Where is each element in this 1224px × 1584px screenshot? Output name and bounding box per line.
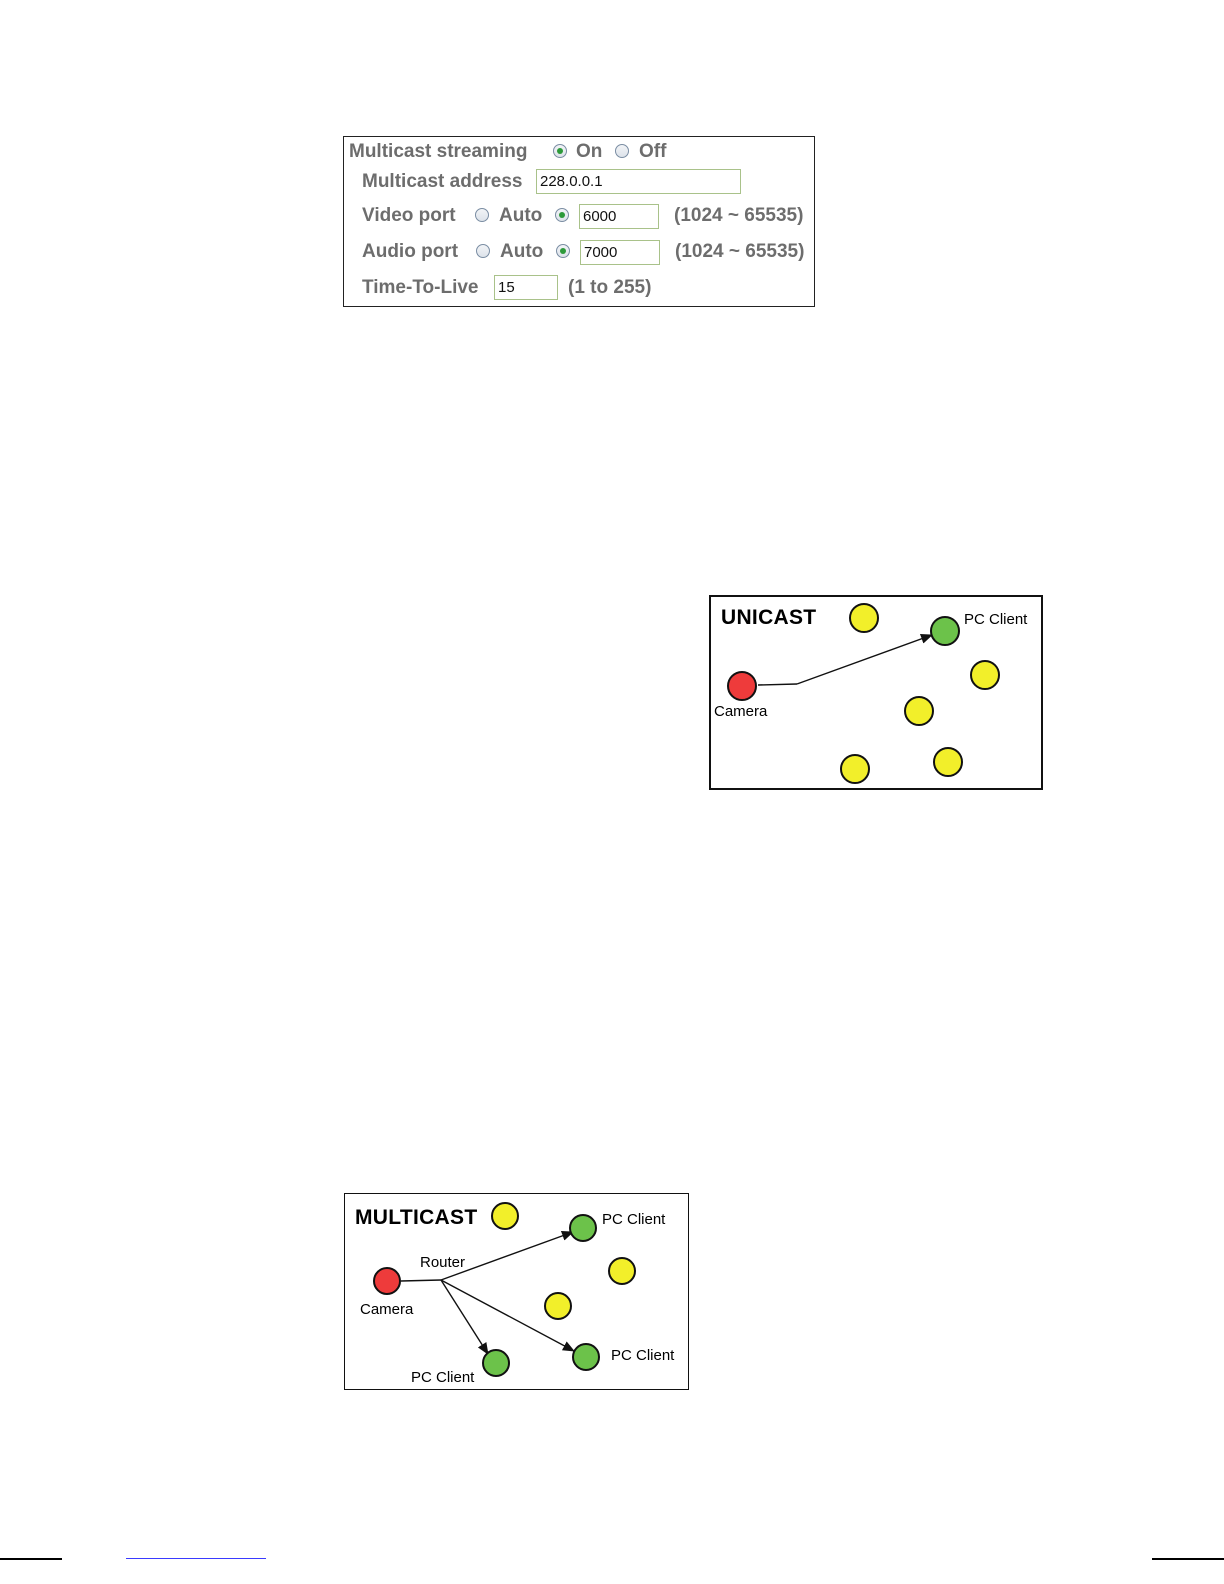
multicast-client-label-3: PC Client <box>411 1369 475 1386</box>
video-port-auto-label: Auto <box>499 205 543 226</box>
multicast-on-radio[interactable] <box>553 144 567 158</box>
multicast-client-label-2: PC Client <box>611 1347 675 1364</box>
unicast-diagram-svg <box>711 597 1041 788</box>
video-port-input[interactable]: 6000 <box>579 204 659 229</box>
footer-rule-left <box>0 1558 62 1560</box>
multicast-client-node-2 <box>573 1344 599 1370</box>
multicast-streaming-label: Multicast streaming <box>349 141 528 162</box>
video-port-label: Video port <box>362 205 456 226</box>
ttl-input[interactable]: 15 <box>494 275 558 300</box>
unicast-client-node <box>931 617 959 645</box>
ttl-label: Time-To-Live <box>362 277 479 298</box>
unicast-camera-label: Camera <box>714 703 768 720</box>
multicast-settings-panel <box>343 136 815 307</box>
unicast-link-client <box>797 635 932 684</box>
unicast-diagram <box>709 595 1043 790</box>
multicast-link-client-3 <box>441 1280 488 1354</box>
multicast-diagram-svg <box>345 1194 687 1388</box>
audio-port-auto-radio[interactable] <box>476 244 490 258</box>
ttl-range: (1 to 255) <box>568 277 652 298</box>
multicast-title: MULTICAST <box>355 1206 478 1229</box>
audio-port-range: (1024 ~ 65535) <box>675 241 805 262</box>
footer-rule-right <box>1152 1558 1224 1560</box>
multicast-camera-node <box>374 1268 400 1294</box>
unicast-title: UNICAST <box>721 606 817 629</box>
audio-port-input[interactable]: 7000 <box>580 240 660 265</box>
unicast-link-camera <box>758 684 797 685</box>
multicast-idle-node <box>609 1258 635 1284</box>
multicast-camera-label: Camera <box>360 1301 414 1318</box>
multicast-router-label: Router <box>420 1254 466 1271</box>
multicast-off-label: Off <box>639 141 667 162</box>
video-port-auto-radio[interactable] <box>475 208 489 222</box>
footer-link-underline[interactable] <box>126 1558 266 1559</box>
multicast-client-node-1 <box>570 1215 596 1241</box>
multicast-client-node-3 <box>483 1350 509 1376</box>
multicast-link-camera-router <box>401 1280 441 1281</box>
unicast-camera-node <box>728 672 756 700</box>
multicast-diagram <box>344 1193 689 1390</box>
multicast-on-label: On <box>576 141 603 162</box>
multicast-address-label: Multicast address <box>362 171 523 192</box>
video-port-range: (1024 ~ 65535) <box>674 205 804 226</box>
multicast-off-radio[interactable] <box>615 144 629 158</box>
unicast-client-label: PC Client <box>964 611 1028 628</box>
unicast-idle-node <box>971 661 999 689</box>
audio-port-manual-radio[interactable] <box>556 244 570 258</box>
unicast-idle-node <box>850 604 878 632</box>
unicast-idle-node <box>905 697 933 725</box>
audio-port-label: Audio port <box>362 241 459 262</box>
video-port-manual-radio[interactable] <box>555 208 569 222</box>
unicast-idle-node <box>934 748 962 776</box>
unicast-idle-node <box>841 755 869 783</box>
multicast-idle-node <box>545 1293 571 1319</box>
multicast-address-input[interactable]: 228.0.0.1 <box>536 169 741 194</box>
multicast-idle-node <box>492 1203 518 1229</box>
multicast-client-label-1: PC Client <box>602 1211 666 1228</box>
audio-port-auto-label: Auto <box>500 241 544 262</box>
